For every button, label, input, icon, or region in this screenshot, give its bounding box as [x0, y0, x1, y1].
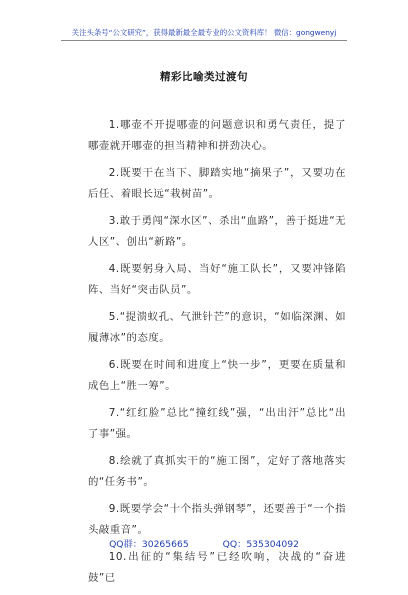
footer-qq-group: QQ群：30265665 [109, 539, 189, 550]
paragraph-4: 4.既要躬身入局、当好“施工队长”，又要冲锋陷阵、当好“突击队员”。 [88, 263, 346, 296]
footer-contact [0, 536, 408, 550]
paragraph-2: 2.既要干在当下、脚踏实地“摘果子”，又要功在后任、着眼长远“栽树苗”。 [88, 167, 346, 200]
paragraph-10: 10.出征的“集结号”已经吹响，决战的“奋进鼓”已 [88, 551, 346, 584]
document-title: 精彩比喻类过渡句 [160, 71, 248, 83]
header-note: 关注头条号“公文研究”，获得最新最全最专业的公文资料库！ 微信：gongwenyj [71, 28, 337, 37]
paragraph-1: 1.哪壶不开提哪壶的问题意识和勇气责任，提了哪壶就开哪壶的担当精神和拼劲决心。 [88, 119, 346, 152]
paragraph-6: 6.既要在时间和进度上“快一步”，更要在质量和成色上“胜一筹”。 [88, 359, 346, 392]
footer-qq: QQ：535304092 [222, 539, 299, 550]
header-divider [61, 40, 347, 41]
paragraph-5: 5.“提溃蚁孔、气泄针芒”的意识，“如临深渊、如履薄冰”的态度。 [88, 311, 346, 344]
document-body [88, 115, 346, 595]
paragraph-7: 7.“红红脸”总比“撞红线”强，“出出汗”总比“出了事”强。 [88, 407, 346, 440]
paragraph-8: 8.绘就了真抓实干的“施工图”，定好了落地落实的“任务书”。 [88, 455, 346, 488]
paragraph-3: 3.敢于勇闯“深水区”、杀出“血路”，善于挺进“无人区”、创出“新路”。 [88, 215, 346, 248]
paragraph-9: 9.既要学会“十个指头弹钢琴”，还要善于“一个指头敲重音”。 [88, 503, 346, 536]
